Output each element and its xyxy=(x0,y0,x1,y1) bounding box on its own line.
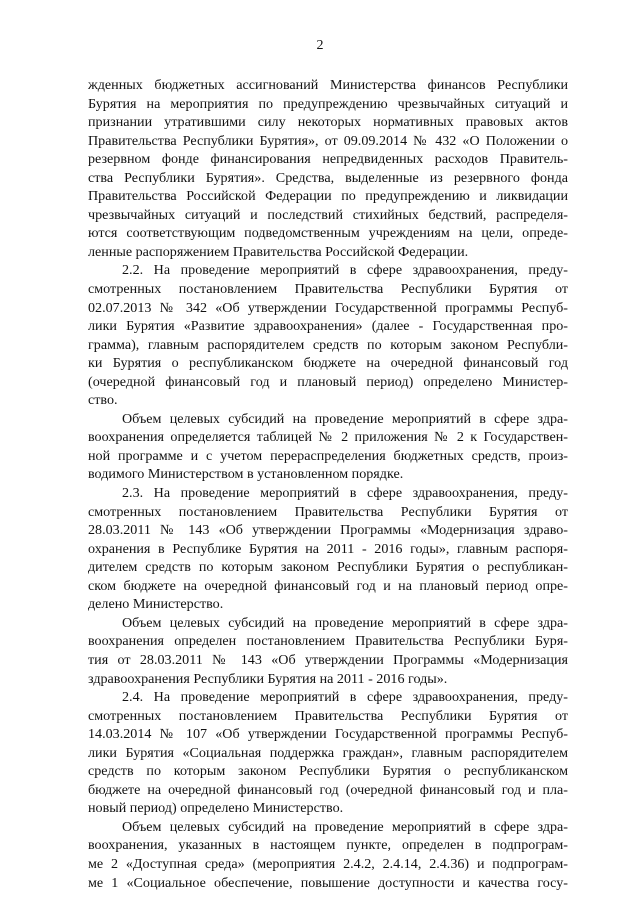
text-line: Объем целевых субсидий на проведение мероприятий в сфере здра- xyxy=(122,818,568,835)
text-line: средств по которым законом Республики Бурятия о республиканском xyxy=(88,763,568,780)
text-line: резервном фонде финансирования непредвиденных расходов Правитель- xyxy=(88,151,568,168)
text-line: ме 1 «Социальное обеспечение, повышение доступности и качества госу- xyxy=(88,874,568,891)
text-line: жденных бюджетных ассигнований Министерства финансов Республики xyxy=(88,77,568,93)
document-body xyxy=(88,76,568,892)
text-line: смотренных постановлением Правительства Республики Бурятия от xyxy=(88,503,568,520)
text-line: чрезвычайных ситуаций и последствий стихийных бедствий, распределя- xyxy=(88,206,568,223)
text-line: 02.07.2013 № 342 «Об утверждении Государственной программы Респуб- xyxy=(88,299,568,316)
text-line: водимого Министерством в установленном порядке. xyxy=(88,466,404,483)
text-line: Правительства Российской Федерации по предупреждению и ликвидации xyxy=(88,188,568,205)
text-line: 14.03.2014 № 107 «Об утверждении Государственной программы Респуб- xyxy=(88,726,568,743)
text-line: 2.4. На проведение мероприятий в сфере здравоохранения, преду- xyxy=(122,689,568,706)
text-line: Бурятия на мероприятия по предупреждению чрезвычайных ситуаций и xyxy=(88,95,568,112)
text-line: дителем средств по которым законом Республики Бурятия о республикан- xyxy=(88,559,568,576)
text-line: ются соответствующим подведомственным учреждениям на цели, опреде- xyxy=(88,225,568,242)
text-line: смотренных постановлением Правительства Республики Бурятия от xyxy=(88,281,568,298)
text-line: тия от 28.03.2011 № 143 «Об утверждении Программы «Модернизация xyxy=(88,651,568,668)
text-line: здравоохранения Республики Бурятия на 2011 - 2016 годы». xyxy=(88,670,448,687)
text-line: охранения в Республике Бурятия на 2011 - 2016 годы», главным распоря- xyxy=(88,540,568,557)
text-line: грамма), главным распорядителем средств по которым законом Республи- xyxy=(88,336,568,353)
text-line: Объем целевых субсидий на проведение мероприятий в сфере здра- xyxy=(122,410,568,427)
text-line: ки Бурятия о республиканском бюджете на очередной финансовый год xyxy=(88,355,568,372)
text-line: ском бюджете на очередной финансовый год и на плановый период опре- xyxy=(88,577,568,594)
text-line: смотренных постановлением Правительства Республики Бурятия от xyxy=(88,707,568,724)
text-line: лики Бурятия «Развитие здравоохранения» (далее - Государственная про- xyxy=(88,318,568,335)
text-line: ства Республики Бурятия». Средства, выделенные из резервного фонда xyxy=(88,169,568,186)
text-line: воохранения, указанных в настоящем пункте, определен в подпрограм- xyxy=(88,837,568,854)
text-line: воохранения определяется таблицей № 2 приложения № 2 к Государствен- xyxy=(88,429,568,446)
text-line: 28.03.2011 № 143 «Об утверждении Программы «Модернизация здраво- xyxy=(88,522,568,539)
text-line: новый период) определено Министерство. xyxy=(88,800,344,817)
text-line: ленные распоряжением Правительства Российской Федерации. xyxy=(88,243,469,260)
text-line: признании утратившими силу некоторых нормативных правовых актов xyxy=(88,114,568,131)
text-line: Объем целевых субсидий на проведение мероприятий в сфере здра- xyxy=(122,614,568,631)
text-line: бюджете на очередной финансовый год (очередной финансовый год и пла- xyxy=(88,781,568,798)
page-number: 2 xyxy=(316,38,324,53)
text-line: делено Министерство. xyxy=(88,596,224,613)
text-line: воохранения определен постановлением Правительства Республики Буря- xyxy=(88,633,568,650)
text-line: Правительства Республики Бурятия», от 09.09.2014 № 432 «О Положении о xyxy=(88,132,568,149)
text-line: 2.3. На проведение мероприятий в сфере здравоохранения, преду- xyxy=(122,485,568,502)
text-line: (очередной финансовый год и плановый период) определено Министер- xyxy=(88,373,568,390)
text-line: ме 2 «Доступная среда» (мероприятия 2.4.2, 2.4.14, 2.4.36) и подпрограм- xyxy=(88,855,568,872)
text-line: 2.2. На проведение мероприятий в сфере здравоохранения, преду- xyxy=(122,262,568,279)
text-line: ной программе и с учетом перераспределения бюджетных средств, произ- xyxy=(88,447,568,464)
text-line: ство. xyxy=(88,392,118,409)
text-line: лики Бурятия «Социальная поддержка граждан», главным распорядителем xyxy=(88,744,568,761)
